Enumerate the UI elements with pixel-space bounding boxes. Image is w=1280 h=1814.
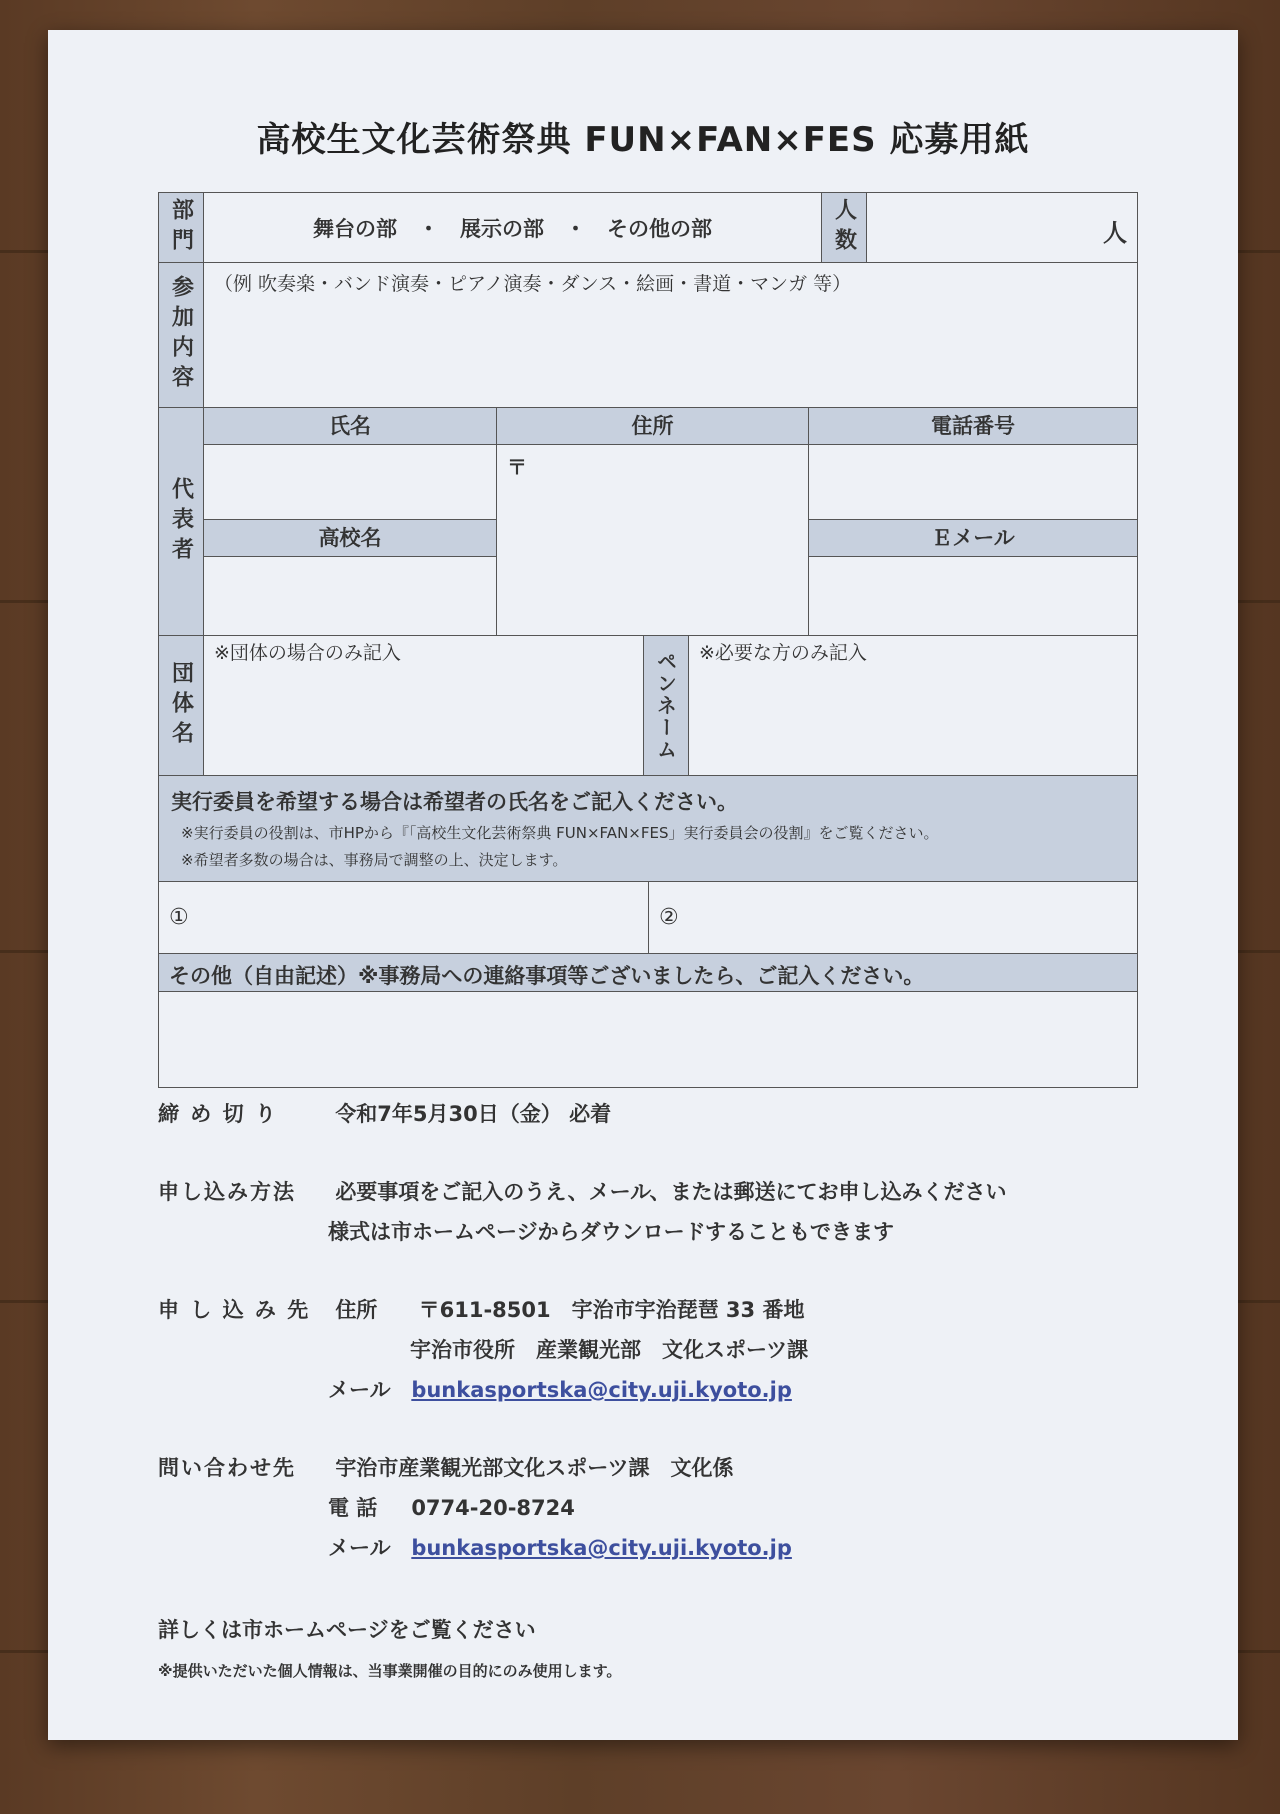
more-info: 詳しくは市ホームページをご覧ください xyxy=(158,1618,536,1642)
contact xyxy=(158,1452,733,1482)
apply-method-line1: 必要事項をご記入のうえ、メール、または郵送にてお申し込みください xyxy=(335,1180,1007,1204)
contact-mail-link[interactable]: bunkasportska@city.uji.kyoto.jp xyxy=(411,1536,792,1560)
contact-mail-row xyxy=(328,1532,792,1562)
privacy-note: ※提供いただいた個人情報は、当事業開催の目的にのみ使用します。 xyxy=(158,1662,622,1680)
address-head: 住所 xyxy=(497,408,808,445)
school-input[interactable] xyxy=(204,557,496,635)
penname-note: ※必要な方のみ記入 xyxy=(699,642,867,664)
apply-to-addr-line1: 〒611-8501 宇治市宇治琵琶 33 番地 xyxy=(418,1298,805,1322)
apply-to-mail-link[interactable]: bunkasportska@city.uji.kyoto.jp xyxy=(411,1378,792,1402)
apply-method-label: 申し込み方法 xyxy=(158,1180,296,1204)
committee-member-2-input[interactable] xyxy=(679,882,1137,953)
committee-note-2: ※希望者多数の場合は、事務局で調整の上、決定します。 xyxy=(181,851,568,869)
content-label: 参加内容 xyxy=(159,263,204,407)
phone-input[interactable] xyxy=(809,445,1137,519)
content-input[interactable] xyxy=(204,302,1137,397)
rep-label: 代表者 xyxy=(159,408,204,635)
school-head: 高校名 xyxy=(204,519,496,557)
contact-label: 問い合わせ先 xyxy=(158,1456,296,1480)
name-input[interactable] xyxy=(204,445,496,519)
phone-head: 電話番号 xyxy=(809,408,1137,445)
email-input[interactable] xyxy=(809,557,1137,635)
committee-bar xyxy=(159,776,1137,882)
apply-method xyxy=(158,1176,1006,1206)
postal-mark: 〒 xyxy=(507,455,527,479)
bumon-options[interactable]: 舞台の部 ・ 展示の部 ・ その他の部 xyxy=(313,216,712,241)
address-input[interactable] xyxy=(497,486,808,635)
deadline xyxy=(158,1098,611,1128)
deadline-label: 締 め 切 り xyxy=(158,1102,278,1126)
apply-to-mail-row xyxy=(328,1374,792,1404)
contact-tel: 0774-20-8724 xyxy=(411,1496,575,1520)
application-sheet xyxy=(48,30,1238,1740)
contact-tel-key: 電 話 xyxy=(328,1496,378,1520)
other-input[interactable] xyxy=(159,992,1137,1087)
deadline-value: 令和7年5月30日（金） 必着 xyxy=(335,1102,612,1126)
apply-to xyxy=(158,1294,804,1324)
bumon-label: 部門 xyxy=(159,193,204,262)
penname-label: ペンネーム xyxy=(644,636,689,775)
application-form xyxy=(158,192,1138,1088)
ninzu-label: 人数 xyxy=(821,193,867,262)
name-head: 氏名 xyxy=(204,408,496,445)
ninzu-unit: 人 xyxy=(1103,219,1127,247)
committee-title: 実行委員を希望する場合は希望者の氏名をご記入ください。 xyxy=(171,790,738,814)
group-label: 団体名 xyxy=(159,636,204,775)
slot-2-mark: ② xyxy=(659,905,679,930)
apply-to-addr-line2: 宇治市役所 産業観光部 文化スポーツ課 xyxy=(410,1338,809,1362)
other-title: その他（自由記述）※事務局への連絡事項等ございましたら、ご記入ください。 xyxy=(169,964,925,988)
email-head: Ｅメール xyxy=(809,519,1137,557)
contact-line1: 宇治市産業観光部文化スポーツ課 文化係 xyxy=(335,1456,734,1480)
apply-to-mail-key: メール xyxy=(328,1378,391,1402)
group-note: ※団体の場合のみ記入 xyxy=(214,642,401,664)
contact-tel-row xyxy=(328,1492,575,1522)
other-bar xyxy=(159,954,1137,992)
apply-to-addr-key: 住所 xyxy=(335,1298,378,1322)
penname-input[interactable] xyxy=(689,671,1137,761)
committee-note-1: ※実行委員の役割は、市HPから『「高校生文化芸術祭典 FUN×FAN×FES」実行委員会の役割』をご覧ください。 xyxy=(181,824,939,842)
content-example: （例 吹奏楽・バンド演奏・ピアノ演奏・ダンス・絵画・書道・マンガ 等） xyxy=(214,273,852,295)
slot-1-mark: ① xyxy=(169,905,189,930)
apply-method-line2: 様式は市ホームページからダウンロードすることもできます xyxy=(328,1220,894,1244)
page-title: 高校生文化芸術祭典 FUN×FAN×FES 応募用紙 xyxy=(256,120,1030,160)
apply-to-label: 申 し 込 み 先 xyxy=(158,1298,311,1322)
headcount-input[interactable] xyxy=(867,222,1103,262)
contact-mail-key: メール xyxy=(328,1536,391,1560)
group-input[interactable] xyxy=(204,671,643,761)
committee-member-1-input[interactable] xyxy=(189,882,648,953)
